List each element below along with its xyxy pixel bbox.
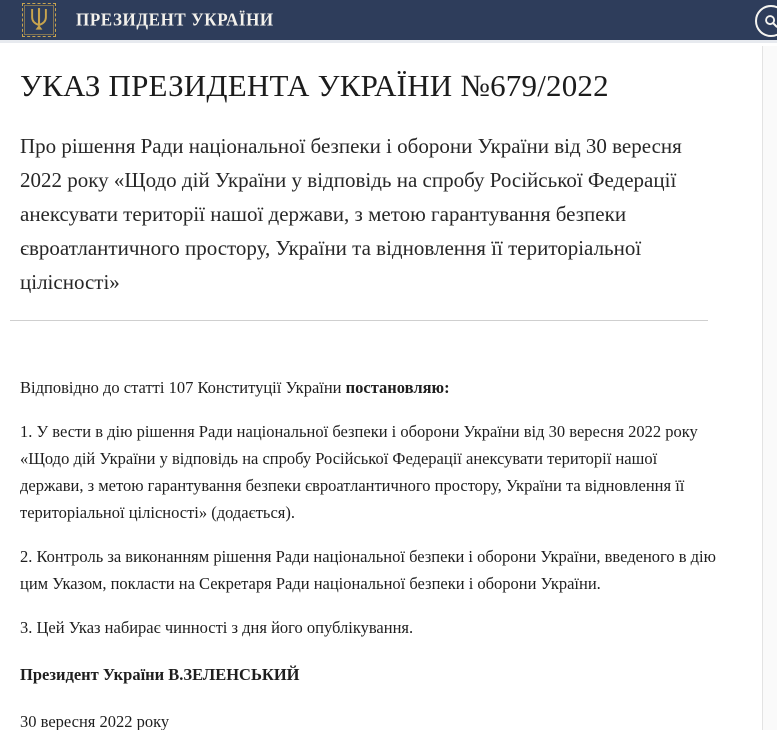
decree-document [0, 43, 777, 730]
site-header [0, 0, 777, 43]
divider-line [10, 320, 708, 321]
preamble-text: Відповідно до статті 107 Конституції України [20, 378, 346, 397]
decree-paragraph-3: 3. Цей Указ набирає чинності з дня його опублікування. [20, 618, 414, 637]
site-title[interactable]: ПРЕЗИДЕНТ УКРАЇНИ [76, 9, 274, 30]
signature-line: Президент України В.ЗЕЛЕНСЬКИЙ [20, 665, 300, 684]
search-button[interactable] [755, 5, 777, 37]
decree-title: УКАЗ ПРЕЗИДЕНТА УКРАЇНИ №679/2022 [20, 68, 609, 103]
decree-preamble [20, 374, 720, 401]
search-icon [764, 14, 777, 29]
decree-paragraph-1: 1. У вести в дію рішення Ради національної безпеки і оборони України від 30 вересня 2022 року «Щодо дій України у відповідь на спробу Російської Федерації анексувати території нашої держави, з метою гарантування безпеки євроатлантичного простору, України та відновлення її територіальної цілісності» (додається). [20, 422, 698, 522]
decree-date: 30 вересня 2022 року [20, 712, 170, 730]
decree-paragraph-2: 2. Контроль за виконанням рішення Ради національної безпеки і оборони України, введеного в дію цим Указом, покласти на Секретаря Ради національної безпеки і оборони України. [20, 547, 716, 593]
tryzub-icon [28, 7, 50, 33]
right-edge-strip[interactable] [762, 46, 777, 730]
coat-of-arms-icon[interactable] [22, 3, 56, 37]
decree-body [20, 374, 720, 730]
decree-subtitle: Про рішення Ради національної безпеки і оборони України від 30 вересня 2022 року «Щодо дій України у відповідь на спробу Російської Федерації анексувати території нашої держави, з метою гарантування безпеки євроатлантичного простору, України та відновлення її територіальної цілісності» [20, 134, 682, 294]
preamble-bold-text: постановляю: [345, 378, 450, 397]
